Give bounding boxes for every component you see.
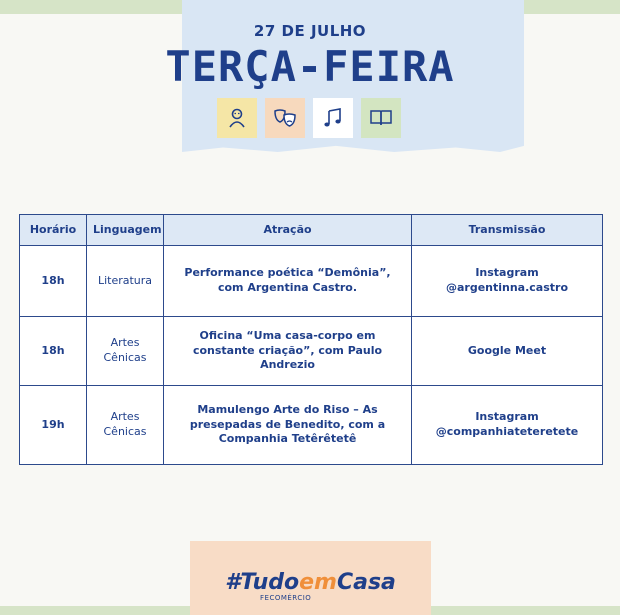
table-row <box>20 246 603 317</box>
cell-attraction: Performance poética “Demônia”, com Argentina Castro. <box>164 246 412 317</box>
event-weekday: TERÇA-FEIRA <box>165 42 455 91</box>
cell-language: Literatura <box>87 246 164 317</box>
event-date: 27 DE JULHO <box>253 22 367 40</box>
cell-time: 19h <box>20 386 87 465</box>
column-header-time: Horário <box>20 215 87 246</box>
cell-time: 18h <box>20 317 87 386</box>
cell-attraction: Oficina “Uma casa-corpo em constante criação”, com Paulo Andrezio <box>164 317 412 386</box>
category-icons <box>217 98 401 138</box>
cell-transmission: Instagram @argentinna.castro <box>412 246 603 317</box>
cell-language: Artes Cênicas <box>87 386 164 465</box>
open-book-icon <box>361 98 401 138</box>
logo-em: em <box>299 570 337 595</box>
cell-attraction: Mamulengo Arte do Riso – As presepadas de Benedito, com a Companhia Tetêrêtetê <box>164 386 412 465</box>
column-header-transmission: Transmissão <box>412 215 603 246</box>
comedy-tragedy-masks-icon <box>265 98 305 138</box>
music-notes-icon <box>313 98 353 138</box>
column-header-attraction: Atração <box>164 215 412 246</box>
cell-language: Artes Cênicas <box>87 317 164 386</box>
table-header-row <box>20 215 603 246</box>
logo-hash-tudo: #Tudo <box>225 570 300 595</box>
schedule-table <box>19 214 603 465</box>
cell-transmission: Instagram @companhiateteretete <box>412 386 603 465</box>
column-header-language: Linguagem <box>87 215 164 246</box>
cell-transmission: Google Meet <box>412 317 603 386</box>
table-row <box>20 317 603 386</box>
fecomercio-label: FECOMÉRCIO <box>260 594 312 602</box>
table-row <box>20 386 603 465</box>
logo-casa: Casa <box>336 570 396 595</box>
cell-time: 18h <box>20 246 87 317</box>
tudo-em-casa-logo <box>190 570 431 595</box>
theater-mask-figure-icon <box>217 98 257 138</box>
